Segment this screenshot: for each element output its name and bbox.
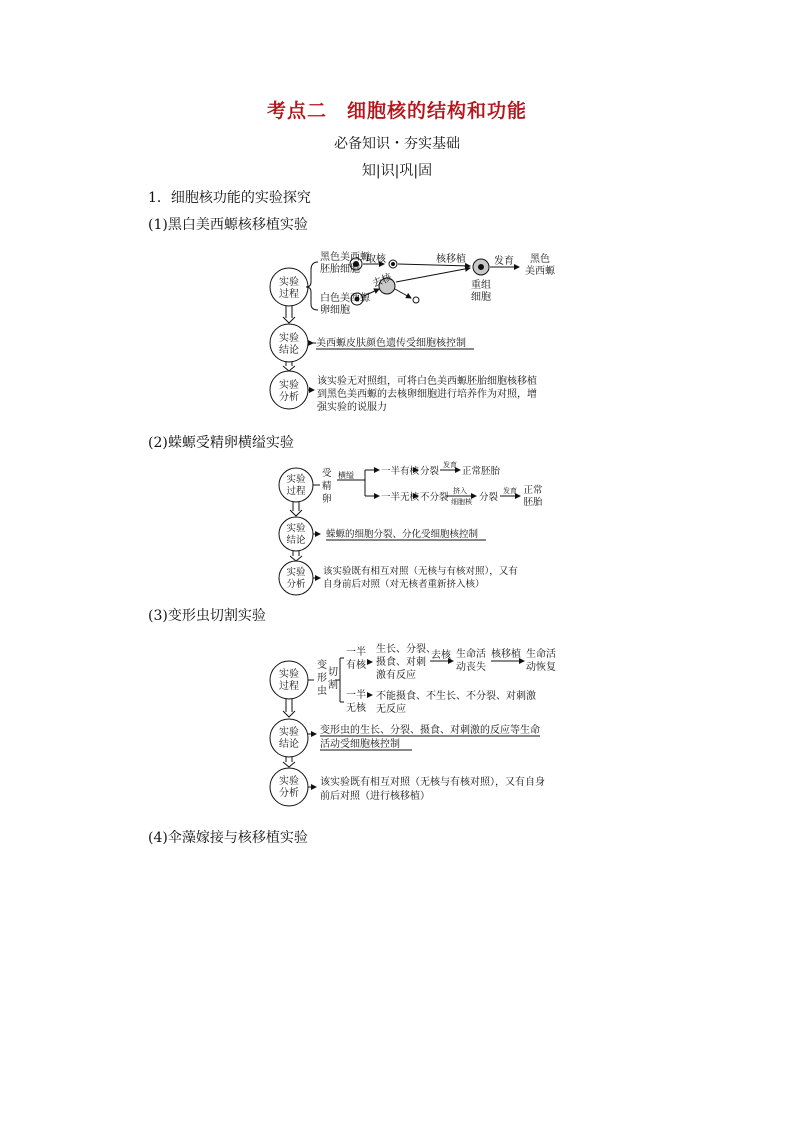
exp4-title: (4)伞藻嫁接与核移植实验 [148, 830, 308, 846]
node-label: 实验 [279, 776, 299, 787]
half-no-nucleus: 一半无核 [381, 492, 420, 503]
node-analysis [270, 768, 308, 806]
analysis-line-2: 自身前后对照（对无核者重新挤入核） [323, 579, 485, 590]
node-label: 分析 [279, 392, 299, 403]
analysis-line-3: 强实验的说服力 [317, 402, 387, 413]
node-label: 实验 [279, 277, 299, 288]
cut-label: 切 [328, 667, 338, 678]
white-label-2: 卵细胞 [320, 305, 350, 316]
recover-line-2: 动恢复 [526, 662, 556, 673]
white-label-1: 白色美西螈 [320, 293, 370, 304]
amoeba-label: 形 [317, 673, 327, 684]
recon-label-2: 细胞 [471, 292, 491, 303]
analysis-line-2: 前后对照（进行核移植） [320, 791, 430, 802]
section-heading: 1．细胞核功能的实验探究 [148, 190, 311, 206]
analysis-line-2: 到黑色美西螈的去核卵细胞进行培养作为对照，增 [317, 389, 537, 400]
no-divide-label: 不分裂 [420, 492, 449, 503]
conclusion-text: 美西螈皮肤颜色遗传受细胞核控制 [316, 338, 466, 349]
diagram-2-labels [286, 460, 543, 590]
half-label-2a: 一半 [346, 690, 366, 701]
take-label: 取核 [366, 254, 386, 265]
half-label-1a: 一半 [346, 647, 366, 658]
normal-label-a: 正常 [523, 485, 543, 496]
node-label: 结论 [279, 739, 299, 750]
node-label: 实验 [279, 333, 299, 344]
squeeze-label-2: 细胞核 [451, 498, 472, 506]
develop-label: 发育 [443, 461, 457, 469]
node-process [270, 661, 308, 699]
divide-label-2: 分裂 [479, 492, 499, 503]
normal-label-b: 胚胎 [523, 497, 543, 508]
half-label-1b: 有核 [346, 660, 366, 671]
squeeze-label-1: 挤入 [453, 487, 467, 495]
transfer-label: 核移植 [436, 254, 466, 265]
node-label: 实验 [279, 669, 299, 680]
node-label: 实验 [286, 523, 306, 534]
node-label: 过程 [286, 486, 306, 497]
egg-label: 受 [322, 468, 332, 479]
diagram-3-labels [279, 642, 556, 802]
analysis-line-1: 该实验既有相互对照（无核与有核对照），又有 [323, 566, 518, 577]
conclusion-line-2: 活动受细胞核控制 [320, 739, 400, 750]
black-label-2: 胚胎细胞 [320, 264, 360, 275]
node-label: 实验 [286, 567, 306, 578]
section-tag: 知|识|巩|固 [361, 163, 433, 179]
black-label-1: 黑色美西螈 [320, 252, 370, 263]
life-line-1: 生长、分裂、 [376, 644, 436, 655]
page-title: 考点二 细胞核的结构和功能 [266, 100, 527, 122]
transfer-label: 核移植 [491, 649, 521, 660]
result-label-1: 黑色 [530, 254, 550, 265]
node-label: 结论 [279, 345, 299, 356]
remove-label: 去核 [431, 650, 451, 661]
remove-label: 去核 [371, 272, 394, 290]
lost-line-2: 动丧失 [456, 662, 486, 673]
node-label: 分析 [286, 579, 306, 590]
conclusion-line-1: 变形虫的生长、分裂、摄食、对刺激的反应等生命 [320, 725, 540, 736]
node-label: 实验 [286, 474, 306, 485]
node-conclusion [270, 719, 308, 757]
egg-label: 卵 [322, 494, 332, 505]
half-nucleus: 一半有核 [381, 466, 420, 477]
egg-label: 精 [322, 481, 332, 492]
amoeba-label: 变 [317, 660, 327, 671]
ligate-label: 横缢 [338, 471, 354, 480]
lost-line-1: 生命活 [456, 649, 486, 660]
recover-line-1: 生命活 [526, 649, 556, 660]
node-label: 过程 [279, 289, 299, 300]
node-label: 实验 [279, 727, 299, 738]
half-label-2b: 无核 [346, 703, 366, 714]
exp2-title: (2)蝾螈受精卵横缢实验 [148, 435, 294, 451]
divide-label: 分裂 [420, 466, 440, 477]
result-label-2: 美西螈 [525, 266, 555, 277]
recon-label-1: 重组 [471, 280, 491, 291]
life-line-3: 激有反应 [376, 670, 416, 681]
analysis-line-1: 该实验无对照组，可将白色美西螈胚胎细胞核移植 [317, 376, 537, 387]
develop-label-2: 发育 [503, 487, 517, 495]
diagram-1-labels [279, 250, 556, 413]
no-response-2: 无反应 [376, 704, 406, 715]
exp3-title: (3)变形虫切割实验 [148, 608, 266, 624]
node-label: 过程 [279, 681, 299, 692]
analysis-line-1: 该实验既有相互对照（无核与有核对照），又有自身 [320, 777, 545, 788]
exp1-title: (1)黑白美西螈核移植实验 [148, 217, 308, 233]
node-label: 结论 [286, 535, 306, 546]
normal-embryo: 正常胚胎 [462, 466, 501, 477]
life-line-2: 摄食、对刺 [376, 657, 426, 668]
cut-label: 割 [328, 680, 338, 691]
node-label: 实验 [279, 380, 299, 391]
conclusion-text: 蝾螈的细胞分裂、分化受细胞核控制 [326, 529, 479, 540]
develop-label: 发育 [494, 256, 514, 267]
no-response-1: 不能摄食、不生长、不分裂、对刺激 [376, 691, 536, 702]
amoeba-label: 虫 [317, 686, 327, 697]
node-label: 分析 [279, 788, 299, 799]
subtitle: 必备知识・夯实基础 [334, 136, 460, 152]
